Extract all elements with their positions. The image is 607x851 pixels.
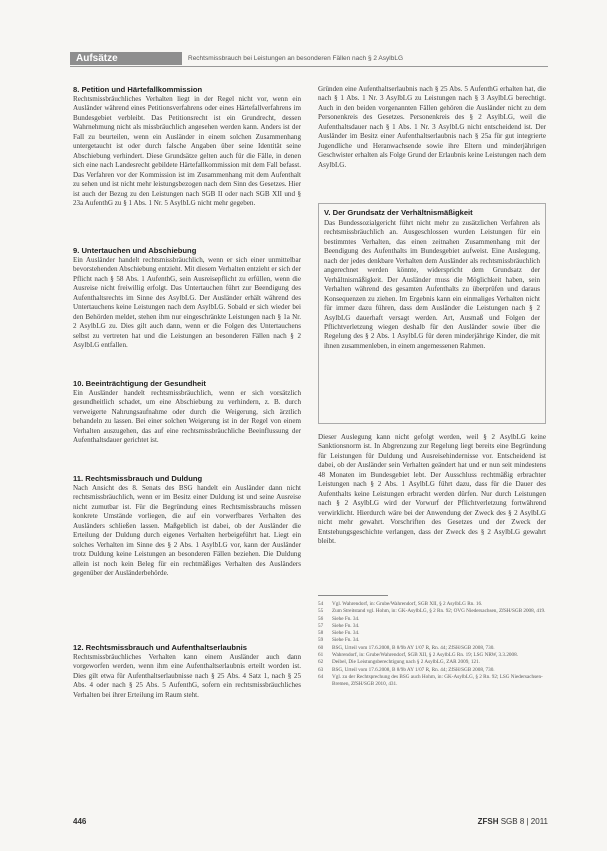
footnote: 54 Vgl. Wahrendorf, in: Grube/Wahrendorf, SGB XII, § 2 AsylbLG Rn. 16. [318, 601, 483, 607]
footnote: 59 Siehe Fn. 34. [318, 637, 360, 644]
footnote-rule [318, 595, 388, 596]
footnote: 61 Wahrendorf, in: Grube/Wahrendorf, SGB XII, § 2 AsylbLG Rn. 19; LSG NRW, 3.3.2008. [318, 652, 518, 659]
continuation-text: Dieser Auslegung kann nicht gefolgt werden, weil § 2 AsylbLG keine Sanktionsnorm ist. In Abgrenzung zur Regelung liegt bereits eine Begründung für Leistungen für Duldung und Ausreisehindernisse vor. Entscheidend ist dabei, ob der Ausländer sein Verhalten geändert hat und er nun seit mindestens 48 Monaten im Bundesgebiet lebt. Der Ausschluss rechtmäßig erbrachter Leistungen nach § 2 Abs. 1 AsylbLG führt dazu, dass für die Dauer des Aufenthalts keine Leistungen erbracht werden dürfen. Nur durch Leistungen nach § 2 AsylbLG wird der Vorwurf der Pflichtverletzung fortwährend verwirklicht. Hierdurch wäre bei der Anwendung der Zweck des § 2 AsylbLG nicht mehr gewahrt. Vorschriften des Gesetzes und der Zweck der Entstehungsgeschichte verlangen, dass der Zweck des § 2 AsylbLG gewahrt bleibt. [318, 433, 546, 545]
right-column [318, 85, 546, 689]
section-heading: V. Der Grundsatz der Verhältnismäßigkeit [324, 208, 473, 217]
footnote: 58 Siehe Fn. 34. [318, 630, 360, 637]
footnote: 64 Vgl. zu der Rechtsprechung des BSG auch Hohm, in: GK-AsylbLG, § 2 Rn. 92; LSG Niedersachsen-Bremen, ZfSH/SGB 2010, 431. [318, 673, 543, 688]
section-text: Rechtsmissbräuchliches Verhalten kann einem Ausländer auch dann vorgeworfen werden, wenn ihm eine Aufenthaltserlaubnis erteilt worden ist. Dies gilt etwa für Aufenthaltserlaubnisse nach § 25 Abs. 4 Satz 1, nach § 25 Abs. 4 oder nach § 25 Abs. 5 AufenthG, sofern ein rechtsmissbräuchliches Verhalten bei ihrer Erteilung im Raum steht. [73, 653, 301, 699]
section-heading: 10. Beeinträchtigung der Gesundheit [73, 379, 206, 388]
section-heading: 12. Rechtsmissbrauch und Aufenthaltserlaubnis [73, 643, 247, 652]
section-text: Rechtsmissbräuchliches Verhalten liegt in der Regel nicht vor, wenn ein Ausländer während eines Petitionsverfahrens oder eines Härtefallverfahrens im Bundesgebiet verbleibt. Das Petitionsrecht ist ein Grundrecht, dessen Wahrnehmung nicht als missbräuchlich angesehen werden kann. Anders ist der Fall zu beurteilen, wenn ein Ausländer in einem solchen Zusammenhang untergetaucht ist oder durch falsche Angaben über seine Identität seine Abschiebung verhindert. Diese Grundsätze gelten auch für die Fälle, in denen sich eine nach Landesrecht gebildete Härtefallkommission mit dem Fall befasst. Das Verfahren vor der Kommission ist im Zusammenhang mit dem Aufenthalt zu sehen und ist nicht mehr leistungsbezogen nach dem Sinn des Gesetzes. Hier ist auch der Bezug zu den Leistungen nach SGB II oder nach SGB XII und § 23a AufenthG zu § 1 Abs. 1 Nr. 5 AsylbLG nicht mehr gegeben. [73, 95, 301, 207]
section-text: Ein Ausländer handelt rechtsmissbräuchlich, wenn er sich einer unmittelbar bevorstehenden Abschiebung entzieht. Mit diesem Verhalten entzieht er sich der Pflicht nach § 58 Abs. 1 AufenthG, sein Ausreisepflicht zu erfüllen, wenn die Ausreise nicht freiwillig erfolgt. Das Untertauchen führt zur Beendigung des Aufenthaltsrechts im Sinne des AsylbLG. Der Ausländer erhält während des Untertauchens keine Leistungen nach dem AsylbLG. Sobald er sich wieder bei den Behörden meldet, stehen ihm nur eingeschränkte Leistungen nach § 1a Nr. 2 AsylbLG zu. Dies gilt auch dann, wenn er die Folgen des Untertauchens selbst zu vertreten hat und die Leistungen an besonderen Fällen nach § 2 AsylbLG entfallen. [73, 256, 301, 350]
footnote: 57 Siehe Fn. 34. [318, 622, 360, 629]
footnote: 56 Siehe Fn. 34. [318, 615, 360, 622]
header-rule [70, 66, 548, 67]
footnote: 60 BSG, Urteil vom 17.6.2008, B 8/9b AY 1/07 R, Rn. 44; ZfSH/SGB 2008, 730. [318, 644, 495, 651]
running-title: Rechtsmissbrauch bei Leistungen an besonderen Fällen nach § 2 AsylbLG [188, 55, 403, 62]
intro-text: Gründen eine Aufenthaltserlaubnis nach § 25 Abs. 5 AufenthG erhalten hat, die nach § 1 Abs. 1 Nr. 3 AsylbLG zu Leistungen nach § 3 AsylbLG berechtigt. Auch in den beiden vorgenannten Fällen gehören die Ausländer nicht zu dem Personenkreis des Gesetzes. Personenkreis des § 2 AsylbLG, weil die Aufenthaltsdauer nach § 1 Abs. 1 Nr. 3 AsylbLG nicht entscheidend ist. Der Ausländer im Besitz einer Aufenthaltserlaubnis nach § 25a für gut integrierte Jugendliche und Heranwachsende sowie ihre Eltern und minderjährigen Geschwister erhalten als Folge Grund der Erlaubnis keine Leistungen nach dem AsylbLG. [318, 85, 546, 169]
section-heading: 11. Rechtsmissbrauch und Duldung [73, 474, 203, 483]
section-text: Ein Ausländer handelt rechtsmissbräuchlich, wenn er sich vorsätzlich gesundheitlich schadet, um eine Abschiebung zu verhindern, z. B. durch verweigerte Nahrungsaufnahme oder durch die Weigerung, sich ärztlich behandeln zu lassen. Bei einer solchen Weigerung ist in der Regel von einem Verhalten auszugehen, das auf eine rechtsmissbräuchliche Beeinflussung der Aufenthaltsdauer gerichtet ist. [73, 389, 301, 445]
left-column [73, 85, 301, 710]
section-text: Nach Ansicht des 8. Senats des BSG handelt ein Ausländer dann nicht rechtsmissbräuchlich, wenn er im Besitz einer Duldung ist und seine Ausreise nicht zumutbar ist. Für die Begründung eines Rechtsmissbrauchs müssen konkrete Umstände vorliegen, die auf ein vorwerfbares Verhalten des Ausländers schließen lassen. Maßgeblich ist dabei, ob der Ausländer die Erteilung der Duldung durch eigenes Verhalten herbeigeführt hat. Liegt ein solches Verhalten im Sinne des § 2 Abs. 1 AsylbLG vor, kann der Ausländer trotz Duldung keine Leistungen an besonderen Fällen beziehen. Die Duldung allein ist noch kein Beleg für ein rechtmäßiges Verhalten des Ausländers gegenüber der Ausländerbehörde. [73, 484, 301, 578]
page-header [70, 52, 548, 65]
footnotes [318, 601, 546, 689]
footnote: 63 BSG, Urteil vom 17.6.2008, B 8/9b AY 1/07 R, Rn. 44; ZfSH/SGB 2008, 730. [318, 666, 495, 673]
section-heading: 8. Petition und Härtefallkommission [73, 85, 203, 94]
page-footer [73, 816, 548, 828]
footnote: 62 Deibel, Die Leistungsberechtigung nach § 2 AsylbLG, ZAR 2009, 121. [318, 659, 480, 666]
section-text: Das Bundessozialgericht führt nicht mehr zu zusätzlichen Verfahren als rechtsmissbräuchlich an. Ausgeschlossen wurden Leistungen für ein bestimmtes Verhalten, das einen zeitnahen Zusammenhang mit der Beendigung des Aufenthalts im Bundesgebiet aufweist. Eine Auslegung, nach der jedes denkbare Verhalten dem Ausländer als rechtsmissbräuchlich angerechnet werden könnte, widerspricht dem Grundsatz der Verhältnismäßigkeit. Der Ausländer muss die Möglichkeit haben, sein Verhalten während des gesamten Aufenthalts zu überprüfen und daraus Konsequenzen zu ziehen. Im Ergebnis kann ein einmaliges Verhalten nicht für immer dazu führen, dass dem Ausländer die Leistungen nach § 2 AsylbLG dauerhaft versagt werden. Art, Ausmaß und Folgen der Pflichtverletzung wiegen deshalb für den Ausländer sowie über die Regelung des § 2 Abs. 1 AsylbLG für deren minderjährige Kinder, die mit ihnen zusammenleben, in einem angemessenen Rahmen. [324, 219, 540, 350]
section-heading: 9. Untertauchen und Abschiebung [73, 246, 197, 255]
section-tag: Aufsätze [70, 52, 182, 65]
highlight-box [318, 203, 546, 424]
footnote: 55 Zum Streitstand vgl. Hohm, in: GK-AsylbLG, § 2 Rn. 92; OVG Niedersachsen, ZfSH/SGB 2008, 419. [318, 608, 546, 615]
journal-name: ZFSH SGB 8 | 2011 [477, 817, 548, 826]
page-number: 446 [73, 817, 87, 826]
